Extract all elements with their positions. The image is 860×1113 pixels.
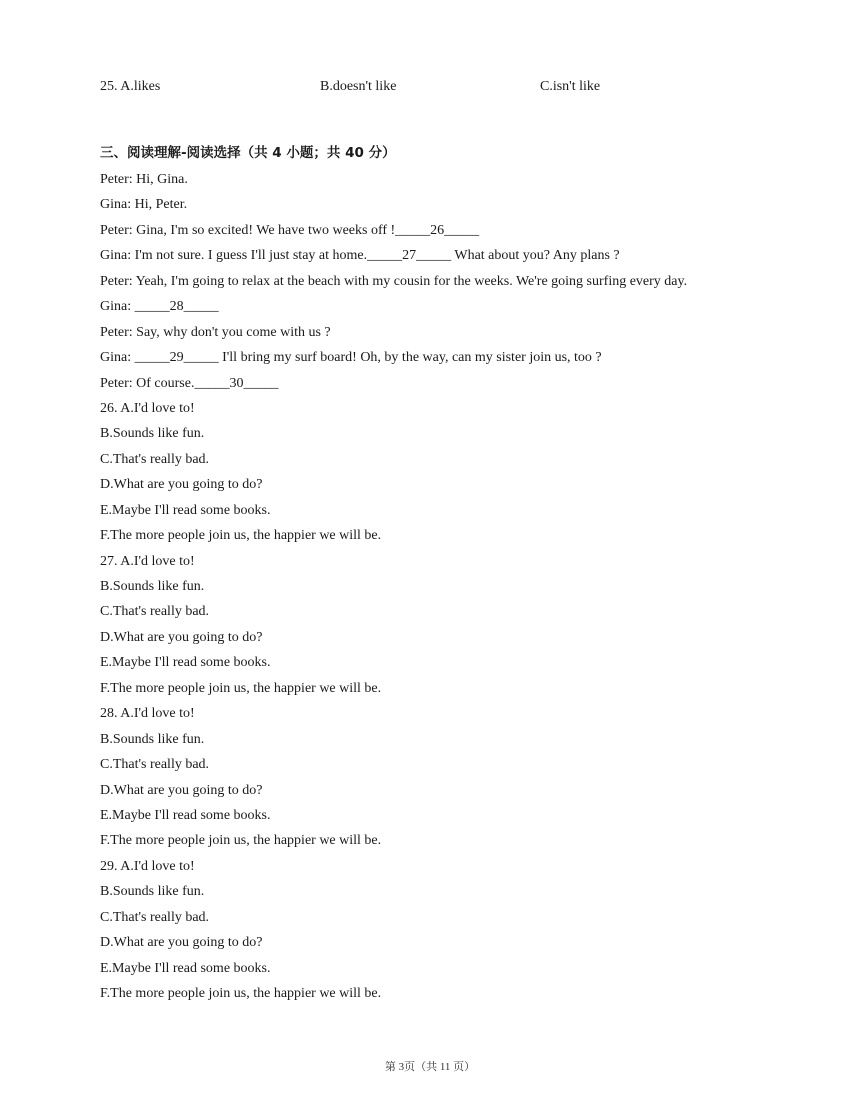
answer-option: C.That's really bad. [100, 451, 210, 467]
answer-option: 28. A.I'd love to! [100, 706, 195, 722]
question-25-options [100, 79, 800, 99]
answer-option: E.Maybe I'll read some books. [100, 807, 271, 823]
answer-option: D.What are you going to do? [100, 629, 263, 645]
answer-option: C.That's really bad. [100, 604, 210, 620]
dialogue-line: Peter: Gina, I'm so excited! We have two weeks off !_____26_____ [100, 222, 480, 238]
answer-option: C.That's really bad. [100, 757, 210, 773]
dialogue-line: Peter: Yeah, I'm going to relax at the beach with my cousin for the weeks. We're going surfing every day. [100, 273, 688, 289]
dialogue-line: Peter: Say, why don't you come with us ? [100, 324, 331, 340]
answer-option: 27. A.I'd love to! [100, 553, 195, 569]
answer-option: B.Sounds like fun. [100, 884, 205, 900]
dialogue-line: Gina: I'm not sure. I guess I'll just stay at home._____27_____ What about you? Any plans ? [100, 248, 620, 264]
dialogue-line: Peter: Hi, Gina. [100, 172, 188, 187]
answer-option: F.The more people join us, the happier we will be. [100, 986, 382, 1001]
section-title: 三、阅读理解-阅读选择（共 4 小题；共 40 分） [100, 145, 396, 161]
answer-option: D.What are you going to do? [100, 782, 263, 798]
reading-content [100, 170, 800, 1009]
question-25-option-c: C.isn't like [540, 79, 601, 94]
answer-option: F.The more people join us, the happier we will be. [100, 680, 382, 696]
answer-option: D.What are you going to do? [100, 935, 263, 951]
answer-option: B.Sounds like fun. [100, 426, 205, 442]
answer-option: 29. A.I'd love to! [100, 858, 195, 874]
answer-option: B.Sounds like fun. [100, 579, 205, 594]
dialogue-line: Gina: _____28_____ [100, 299, 219, 315]
question-25-option-b: B.doesn't like [320, 79, 397, 94]
dialogue-line: Peter: Of course._____30_____ [100, 375, 279, 391]
answer-option: F.The more people join us, the happier we will be. [100, 528, 382, 544]
dialogue-line: Gina: _____29_____ I'll bring my surf board! Oh, by the way, can my sister join us, too ? [100, 350, 602, 366]
answer-option: B.Sounds like fun. [100, 731, 205, 747]
answer-option: E.Maybe I'll read some books. [100, 655, 271, 671]
answer-option: E.Maybe I'll read some books. [100, 502, 271, 518]
answer-option: D.What are you going to do? [100, 477, 263, 493]
answer-option: E.Maybe I'll read some books. [100, 960, 271, 976]
dialogue-line: Gina: Hi, Peter. [100, 197, 188, 213]
answer-option: F.The more people join us, the happier we will be. [100, 833, 382, 849]
question-25-option-a: 25. A.likes [100, 79, 161, 94]
page-number-footer: 第 3页（共 11 页） [384, 1061, 476, 1073]
answer-option: 26. A.I'd love to! [100, 400, 195, 416]
answer-option: C.That's really bad. [100, 909, 210, 925]
